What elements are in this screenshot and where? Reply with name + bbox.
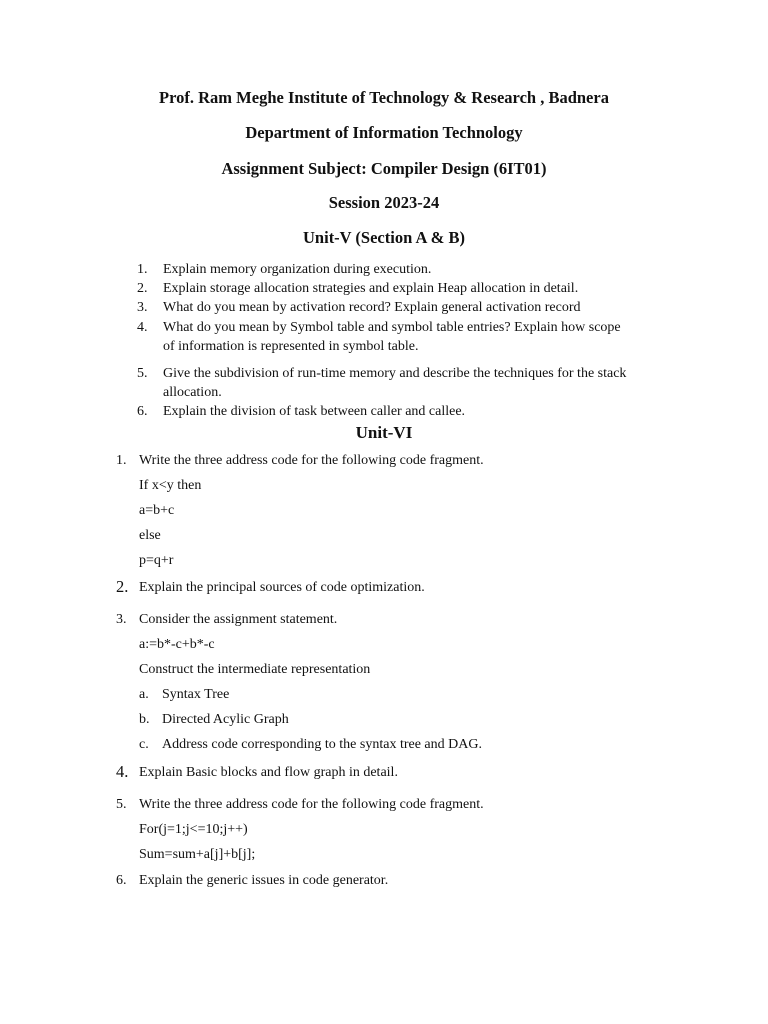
session-heading: Session 2023-24 bbox=[328, 193, 440, 212]
item-number: 2. bbox=[137, 281, 148, 296]
option-label: c. bbox=[139, 737, 149, 752]
code-line: a=b+c bbox=[139, 503, 175, 518]
code-line: If x<y then bbox=[139, 478, 202, 493]
question-number: 5. bbox=[116, 797, 127, 812]
question-number: 2. bbox=[116, 577, 129, 596]
item-text: Explain the division of task between caller and callee. bbox=[163, 404, 466, 419]
item-text: What do you mean by Symbol table and symbol table entries? Explain how scope bbox=[163, 320, 621, 335]
code-line: else bbox=[139, 528, 161, 543]
question-text: Explain the principal sources of code optimization. bbox=[139, 580, 425, 595]
question-number: 6. bbox=[116, 873, 127, 888]
question-number: 4. bbox=[116, 762, 129, 781]
option-text: Directed Acylic Graph bbox=[162, 712, 289, 727]
option-text: Address code corresponding to the syntax tree and DAG. bbox=[162, 737, 482, 752]
institute-heading: Prof. Ram Meghe Institute of Technology & Research , Badnera bbox=[159, 88, 609, 107]
item-number: 4. bbox=[137, 320, 148, 335]
item-text: allocation. bbox=[163, 385, 222, 400]
item-text: Give the subdivision of run-time memory and describe the techniques for the stack bbox=[163, 366, 627, 381]
unit5-heading: Unit-V (Section A & B) bbox=[303, 228, 465, 247]
item-number: 6. bbox=[137, 404, 148, 419]
subject-heading: Assignment Subject: Compiler Design (6IT01) bbox=[221, 159, 547, 178]
department-heading: Department of Information Technology bbox=[245, 123, 523, 142]
option-text: Syntax Tree bbox=[162, 687, 230, 702]
item-number: 5. bbox=[137, 366, 148, 381]
item-text: Explain storage allocation strategies and explain Heap allocation in detail. bbox=[163, 281, 579, 296]
question-text: Explain the generic issues in code generator. bbox=[139, 873, 389, 888]
question-number: 1. bbox=[116, 453, 127, 468]
item-text: What do you mean by activation record? Explain general activation record bbox=[163, 300, 581, 315]
item-text: Explain memory organization during execution. bbox=[163, 262, 432, 277]
option-label: a. bbox=[139, 687, 149, 702]
code-line: For(j=1;j<=10;j++) bbox=[139, 822, 248, 837]
code-line: Sum=sum+a[j]+b[j]; bbox=[139, 847, 256, 862]
question-intro: Construct the intermediate representation bbox=[139, 662, 371, 677]
option-label: b. bbox=[139, 712, 150, 727]
question-text: Write the three address code for the following code fragment. bbox=[139, 797, 484, 812]
item-number: 3. bbox=[137, 300, 148, 315]
item-number: 1. bbox=[137, 262, 148, 277]
unit6-heading: Unit-VI bbox=[355, 423, 413, 442]
code-line: p=q+r bbox=[139, 553, 174, 568]
item-text: of information is represented in symbol table. bbox=[163, 339, 419, 354]
question-number: 3. bbox=[116, 612, 127, 627]
assignment-statement: a:=b*-c+b*-c bbox=[139, 637, 215, 652]
question-text: Explain Basic blocks and flow graph in detail. bbox=[139, 765, 398, 780]
question-text: Consider the assignment statement. bbox=[139, 612, 338, 627]
question-text: Write the three address code for the following code fragment. bbox=[139, 453, 484, 468]
